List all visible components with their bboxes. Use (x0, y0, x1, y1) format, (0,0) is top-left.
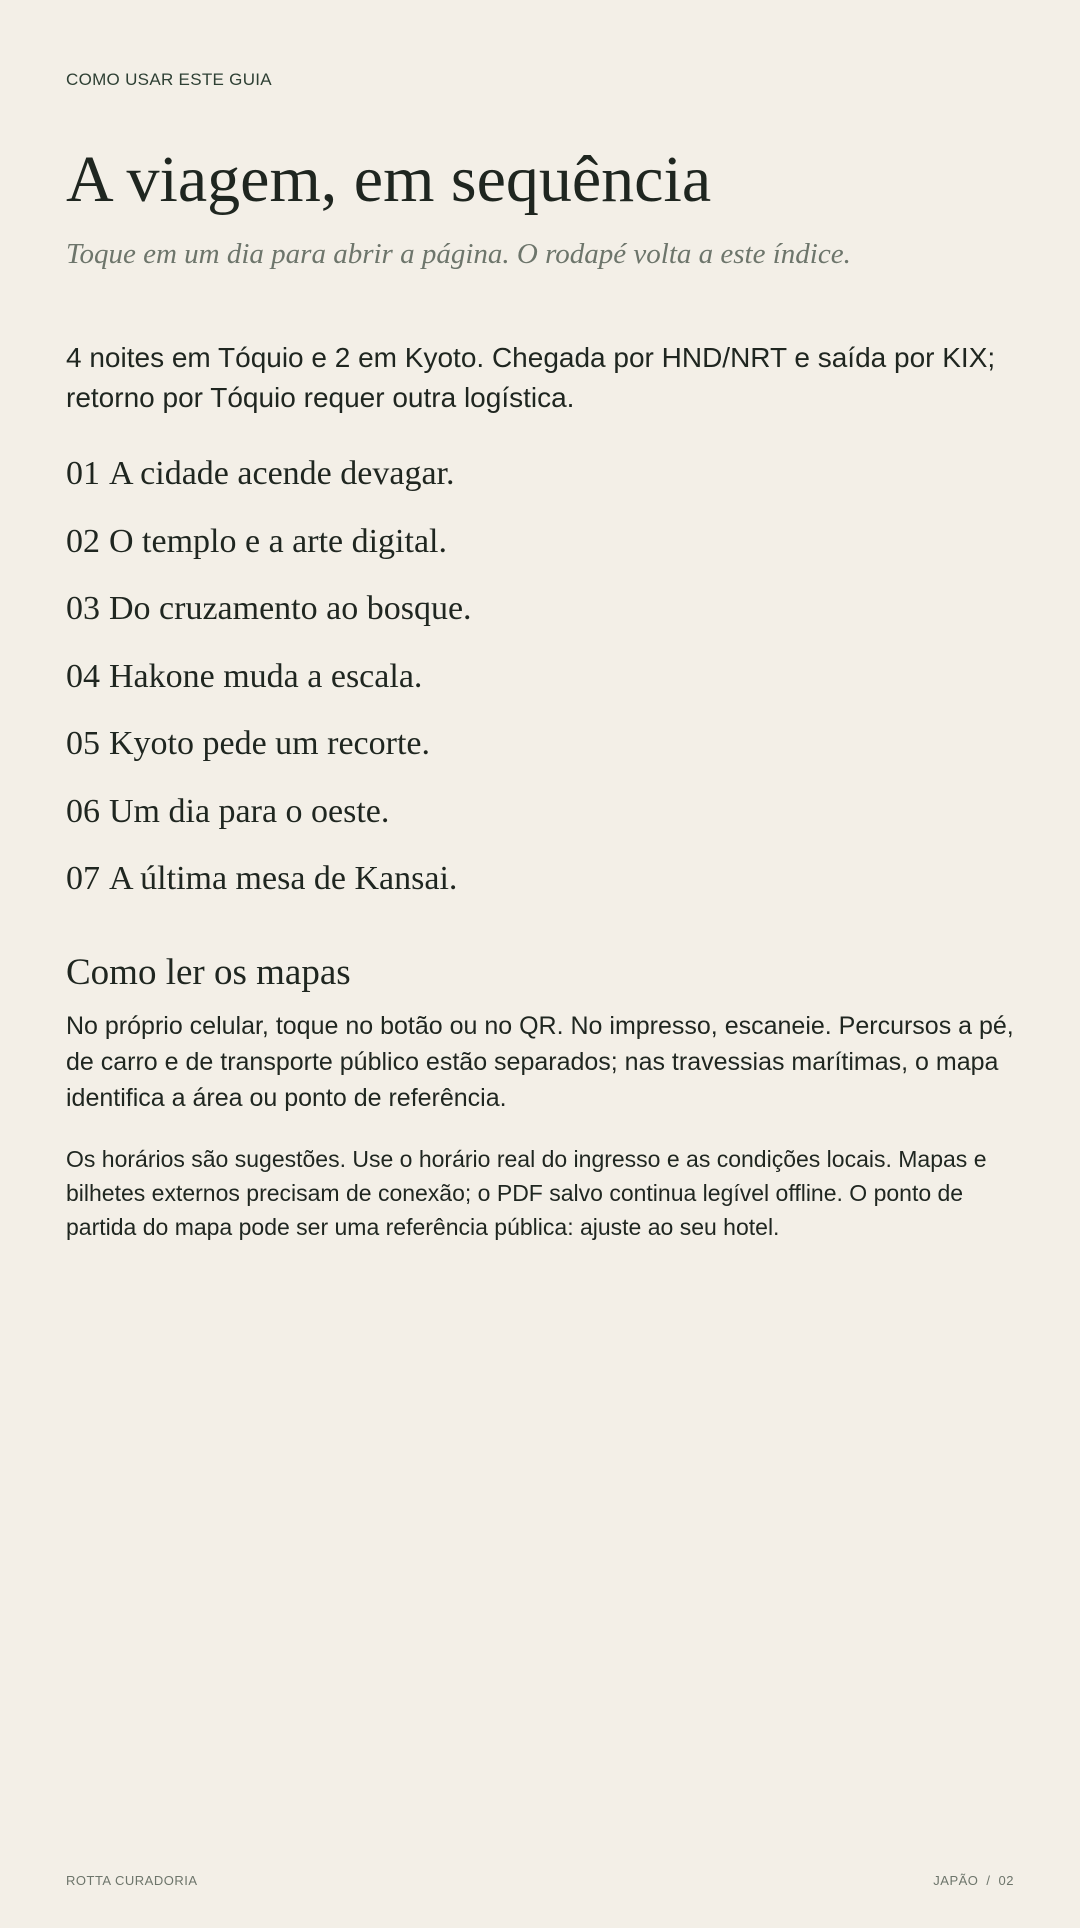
maps-section-title: Como ler os mapas (66, 952, 351, 993)
page-title: A viagem, em sequência (66, 143, 712, 216)
day-title: Kyoto pede um recorte. (109, 725, 430, 762)
footer-separator: / (986, 1873, 991, 1888)
day-link-05[interactable] (66, 720, 472, 768)
day-number: 02 (66, 522, 100, 560)
page-subtitle: Toque em um dia para abrir a página. O rodapé volta a este índice. (66, 238, 851, 270)
day-link-02[interactable] (66, 518, 472, 566)
day-link-01[interactable] (66, 450, 472, 498)
day-link-04[interactable] (66, 653, 472, 701)
footer-index-link[interactable] (933, 1873, 1014, 1888)
day-number: 04 (66, 657, 100, 695)
day-number: 01 (66, 455, 100, 492)
schedule-notes-paragraph: Os horários são sugestões. Use o horário real do ingresso e as condições locais. Mapas e bilhetes externos precisam de conexão; o PDF salvo continua legível offline. O ponto de partida do mapa pode ser uma referência pública: ajuste ao seu hotel. (66, 1146, 987, 1240)
day-link-07[interactable] (66, 855, 472, 903)
guide-page (66, 0, 1014, 1928)
maps-usage-paragraph: No próprio celular, toque no botão ou no QR. No impresso, escaneie. Percursos a pé, de carro e de transporte público estão separados; nas travessias marítimas, o mapa identifica a área ou ponto de referência. (66, 1012, 1014, 1112)
day-number: 07 (66, 860, 100, 897)
footer-brand: ROTTA CURADORIA (66, 1873, 198, 1888)
day-title: Do cruzamento ao bosque. (109, 590, 472, 627)
footer-section: JAPÃO (933, 1873, 979, 1888)
day-number: 06 (66, 792, 100, 830)
footer-page-number: 02 (998, 1873, 1014, 1888)
day-title: Um dia para o oeste. (109, 792, 390, 830)
day-title: O templo e a arte digital. (109, 522, 447, 560)
day-number: 05 (66, 725, 100, 762)
trip-summary: 4 noites em Tóquio e 2 em Kyoto. Chegada por HND/NRT e saída por KIX; retorno por Tóquio requer outra logística. (66, 342, 996, 413)
day-title: Hakone muda a escala. (109, 657, 423, 695)
day-title: A cidade acende devagar. (109, 455, 455, 492)
day-link-03[interactable] (66, 585, 472, 633)
day-index-list (66, 450, 472, 923)
day-link-06[interactable] (66, 788, 472, 836)
day-title: A última mesa de Kansai. (109, 860, 458, 897)
day-number: 03 (66, 590, 100, 627)
eyebrow-label: COMO USAR ESTE GUIA (66, 70, 272, 89)
